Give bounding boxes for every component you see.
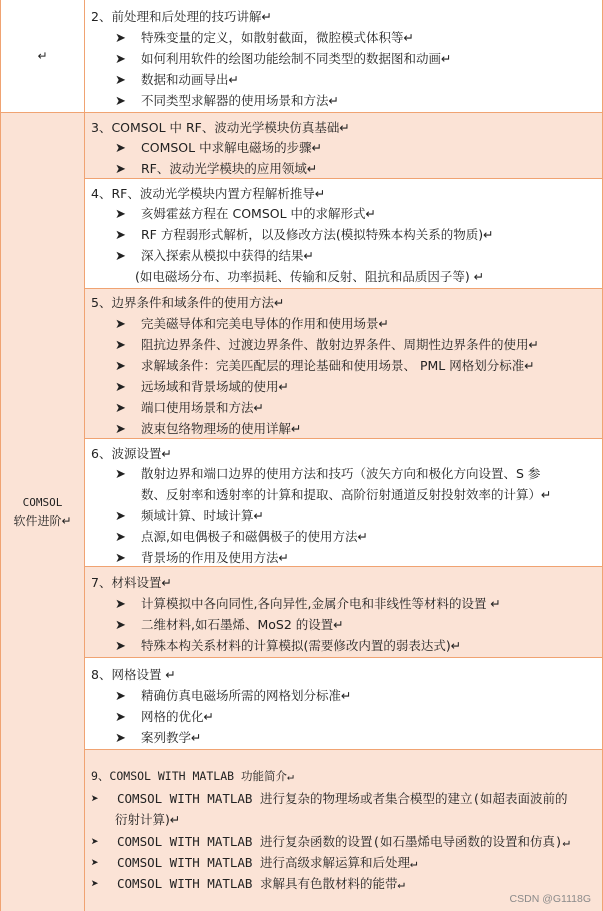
arrow-bullet-icon: ➤	[115, 618, 126, 633]
list-item: ➤ 精确仿真电磁场所需的网格划分标准↵	[115, 688, 352, 704]
list-item: ➤ 数据和动画导出↵	[115, 72, 239, 88]
list-item: ➤ 案列教学↵	[115, 730, 202, 746]
arrow-bullet-icon: ➤	[115, 467, 126, 482]
section-6	[85, 439, 603, 567]
section-title: 3、COMSOL 中 RF、波动光学模块仿真基础↵	[91, 120, 350, 135]
list-item: ➤ 特殊本构关系材料的计算模拟(需要修改内置的弱表达式)↵	[115, 638, 462, 654]
arrow-bullet-icon: ➤	[115, 228, 126, 243]
list-item: ➤ 不同类型求解器的使用场景和方法↵	[115, 93, 339, 109]
arrow-bullet-icon: ➤	[115, 639, 126, 654]
list-item: ➤ 二维材料,如石墨烯、MoS2 的设置↵	[115, 617, 344, 633]
arrow-bullet-icon: ➤	[115, 141, 126, 156]
arrow-bullet-icon: ➤	[115, 249, 126, 264]
arrow-bullet-icon: ➤	[115, 530, 126, 545]
arrow-bullet-icon: ➤	[115, 509, 126, 524]
arrow-bullet-icon: ➤	[115, 401, 126, 416]
list-item: ➤ 计算模拟中各向同性,各向异性,金属介电和非线性等材料的设置 ↵	[115, 596, 501, 612]
list-item: ➤ 如何利用软件的绘图功能绘制不同类型的数据图和动画↵	[115, 51, 452, 67]
list-item: ➤ 阻抗边界条件、过渡边界条件、散射边界条件、周期性边界条件的使用↵	[115, 337, 539, 353]
arrow-bullet-icon: ➤	[115, 689, 126, 704]
list-item: ➤ 波束包络物理场的使用详解↵	[115, 421, 302, 437]
section-title: 7、材料设置↵	[91, 575, 172, 590]
section-3	[85, 113, 603, 179]
section-8	[85, 658, 603, 750]
list-item-continuation: 数、反射率和透射率的计算和提取、高阶衍射通道反射投射效率的计算）↵	[141, 487, 552, 502]
csdn-watermark: CSDN @G1118G	[509, 893, 591, 905]
arrow-bullet-icon: ➤	[115, 207, 126, 222]
list-item-continuation: (如电磁场分布、功率损耗、传输和反射、阻抗和品质因子等) ↵	[135, 269, 485, 284]
arrow-bullet-icon: ➤	[115, 359, 126, 374]
arrow-bullet-icon: ➤	[91, 835, 99, 850]
arrow-bullet-icon: ➤	[115, 380, 126, 395]
section-title: 4、RF、波动光学模块内置方程解析推导↵	[91, 186, 326, 201]
arrow-bullet-icon: ➤	[115, 94, 126, 109]
section-4	[85, 179, 603, 289]
arrow-bullet-icon: ➤	[91, 877, 99, 892]
arrow-bullet-icon: ➤	[115, 422, 126, 437]
arrow-bullet-icon: ➤	[115, 338, 126, 353]
section-title: 2、前处理和后处理的技巧讲解↵	[91, 9, 272, 24]
list-item: ➤ 背景场的作用及使用方法↵	[115, 550, 289, 566]
arrow-bullet-icon: ➤	[115, 710, 126, 725]
list-item: ➤ 亥姆霍兹方程在 COMSOL 中的求解形式↵	[115, 206, 377, 222]
list-item: ➤ 散射边界和端口边界的使用方法和技巧（波矢方向和极化方向设置、S 参	[115, 466, 541, 482]
arrow-bullet-icon: ➤	[91, 792, 99, 807]
arrow-bullet-icon: ➤	[115, 162, 126, 177]
list-item: ➤ RF、波动光学模块的应用领域↵	[115, 161, 318, 177]
list-item: ➤ 深入探索从模拟中获得的结果↵	[115, 248, 314, 264]
arrow-bullet-icon: ➤	[115, 551, 126, 566]
arrow-bullet-icon: ➤	[115, 597, 126, 612]
list-item: ➤ 完美磁导体和完美电导体的作用和使用场景↵	[115, 316, 389, 332]
list-item: ➤ 特殊变量的定义，如散射截面，微腔模式体积等↵	[115, 30, 414, 46]
arrow-bullet-icon: ➤	[115, 52, 126, 67]
arrow-bullet-icon: ➤	[115, 31, 126, 46]
section-title: 5、边界条件和域条件的使用方法↵	[91, 295, 285, 310]
arrow-bullet-icon: ➤	[115, 73, 126, 88]
arrow-bullet-icon: ➤	[115, 731, 126, 746]
list-item: ➤ 端口使用场景和方法↵	[115, 400, 264, 416]
left-cell-top	[0, 0, 85, 113]
list-item: ➤ 远场域和背景场域的使用↵	[115, 379, 289, 395]
list-item: ➤ 点源,如电偶极子和磁偶极子的使用方法↵	[115, 529, 368, 545]
section-9	[85, 750, 603, 911]
section-7	[85, 567, 603, 658]
list-item: ➤ COMSOL 中求解电磁场的步骤↵	[115, 140, 323, 156]
list-item: ➤ 网格的优化↵	[115, 709, 214, 725]
list-item: ➤ 频域计算、时域计算↵	[115, 508, 264, 524]
left-cell-top-text: ↵	[37, 49, 48, 63]
section-2	[85, 0, 603, 113]
list-item: ➤ COMSOL WITH MATLAB 进行高级求解运算和后处理↵	[91, 855, 418, 871]
left-cell-category	[0, 113, 85, 911]
category-label	[13, 494, 71, 530]
section-5	[85, 289, 603, 439]
list-item: ➤ 求解域条件：完美匹配层的理论基础和使用场景、 PML 网格划分标准↵	[115, 358, 535, 374]
list-item: ➤ COMSOL WITH MATLAB 进行复杂的物理场或者集合模型的建立(如超表面波前的	[91, 791, 568, 807]
list-item: ➤ COMSOL WITH MATLAB 求解具有色散材料的能带↵	[91, 876, 406, 892]
list-item-continuation: 衍射计算)↵	[115, 812, 181, 827]
section-title: 8、网格设置 ↵	[91, 667, 176, 682]
arrow-bullet-icon: ➤	[91, 856, 99, 871]
arrow-bullet-icon: ➤	[115, 317, 126, 332]
list-item: ➤ RF 方程弱形式解析，以及修改方法(模拟特殊本构关系的物质)↵	[115, 227, 494, 243]
section-title: 6、波源设置↵	[91, 446, 172, 461]
list-item: ➤ COMSOL WITH MATLAB 进行复杂函数的设置(如石墨烯电导函数的设置和仿真)↵	[91, 834, 571, 850]
category-label-line1: COMSOL	[22, 496, 63, 509]
category-label-line2: 软件进阶↵	[13, 514, 72, 528]
section-title: 9、COMSOL WITH MATLAB 功能简介↵	[91, 769, 294, 783]
